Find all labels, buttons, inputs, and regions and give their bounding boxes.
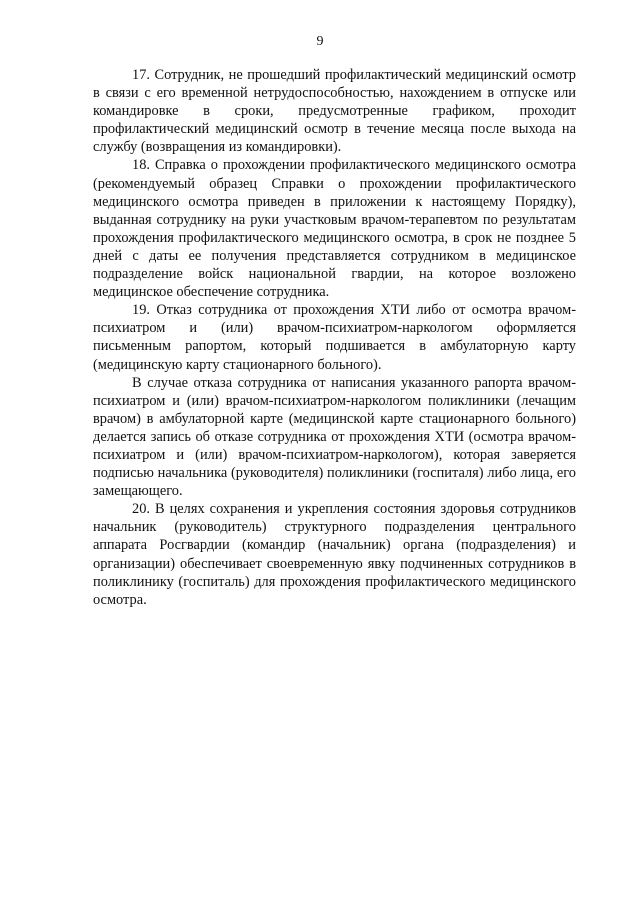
paragraph-20: 20. В целях сохранения и укрепления состояния здоровья сотрудников начальник (руководитель) структурного подразделения центрального аппарата Росгвардии (командир (начальник) органа (подразделения) и организации) обеспечивает своевременную явку подчиненных сотрудников в поликлинику (госпиталь) для прохождения профилактического медицинского осмотра.: [93, 501, 576, 608]
paragraph-19-continued: В случае отказа сотрудника от написания указанного рапорта врачом-психиатром и (или) врачом-психиатром-наркологом поликлиники (лечащим врачом) в амбулаторной карте (медицинской карте стационарного больного) делается запись об отказе сотрудника от прохождения ХТИ (осмотра врачом-психиатром и (или) врачом-психиатром-наркологом), которая заверяется подписью начальника (руководителя) поликлиники (госпиталя) либо лица, его замещающего.: [93, 374, 576, 500]
paragraph-19: 19. Отказ сотрудника от прохождения ХТИ либо от осмотра врачом-психиатром и (или) врачом-психиатром-наркологом оформляется письменным рапортом, который подшивается в амбулаторную карту (медицинскую карту стационарного больного).: [93, 302, 576, 373]
page-number: 9: [316, 34, 324, 49]
document-body: [93, 66, 576, 609]
paragraph-17: 17. Сотрудник, не прошедший профилактический медицинский осмотр в связи с его временной нетрудоспособностью, нахождением в отпуске или командировке в сроки, предусмотренные графиком, проходит профилактический медицинский осмотр в течение месяца после выхода на службу (возвращения из командировки).: [93, 67, 576, 156]
paragraph-18: 18. Справка о прохождении профилактического медицинского осмотра (рекомендуемый образец Справки о прохождении профилактического медицинского осмотра приведен в приложении к настоящему Порядку), выданная сотруднику на руки участковым врачом-терапевтом по результатам прохождения профилактического медицинского осмотра, в срок не позднее 5 дней с даты ее получения представляется сотрудником в медицинское подразделение войск национальной гвардии, на которое возложено медицинское обеспечение сотрудника.: [93, 157, 576, 301]
